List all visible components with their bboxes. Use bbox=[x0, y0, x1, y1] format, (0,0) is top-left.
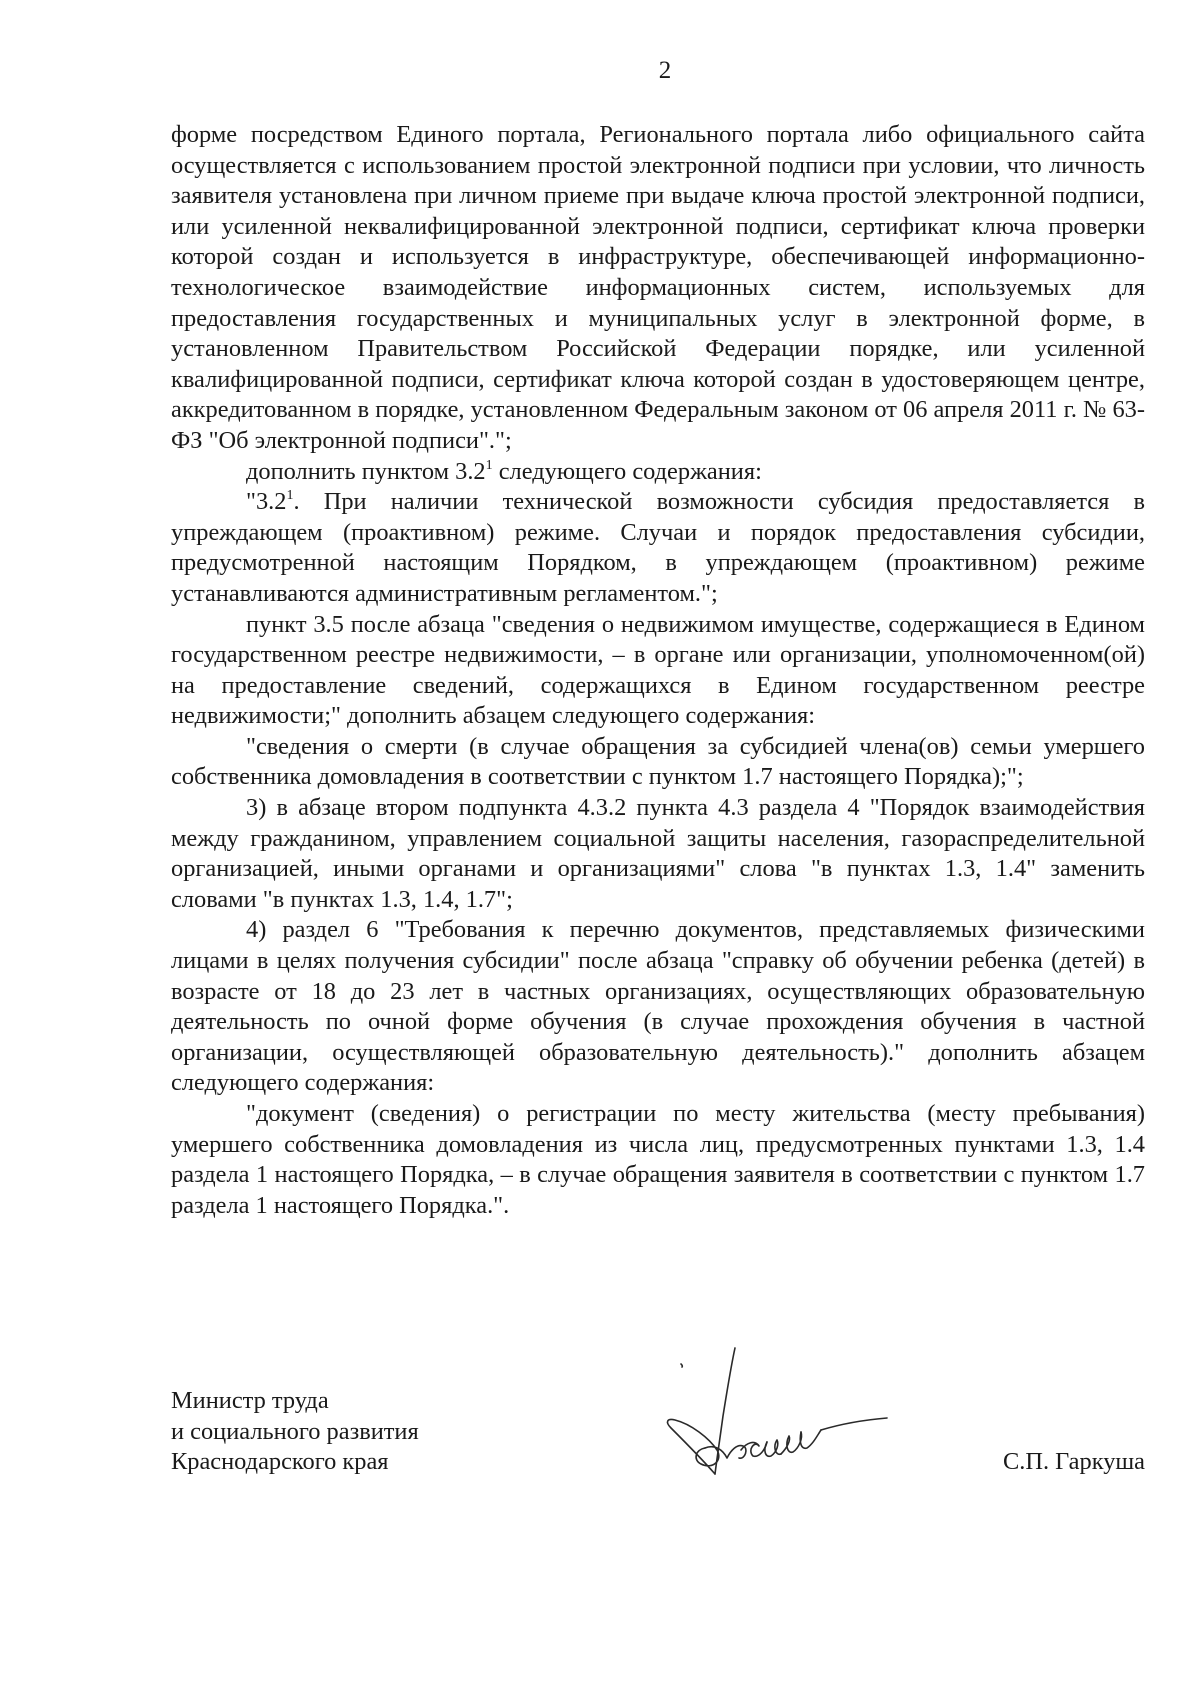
paragraph-3 bbox=[171, 487, 1145, 609]
superscript: 1 bbox=[286, 488, 294, 504]
signer-title bbox=[171, 1386, 419, 1478]
signer-title-line-3: Краснодарского края bbox=[171, 1448, 389, 1476]
signer-title-line-2: и социального развития bbox=[171, 1417, 419, 1445]
paragraph-6: 3) в абзаце втором подпункта 4.3.2 пункта 4.3 раздела 4 "Порядок взаимодействия между гражданином, управлением социальной защиты населения, газораспределительной организацией, иными органами и организациями" слова "в пунктах 1.3, 1.4" заменить словами "в пунктах 1.3, 1.4, 1.7"; bbox=[171, 794, 1145, 913]
paragraph-3-text: "3.2 bbox=[246, 488, 287, 516]
paragraph-8: "документ (сведения) о регистрации по месту жительства (месту пребывания) умершего собственника домовладения из числа лиц, предусмотренных пунктами 1.3, 1.4 раздела 1 настоящего Порядка, – в случае обращения заявителя в соответствии с пунктом 1.7 раздела 1 настоящего Порядка.". bbox=[171, 1100, 1145, 1219]
paragraph-2 bbox=[171, 457, 1145, 488]
paragraph-2-text-end: следующего содержания: bbox=[492, 457, 762, 485]
superscript: 1 bbox=[485, 457, 493, 473]
page-number: 2 bbox=[658, 57, 672, 84]
paragraph-1: форме посредством Единого портала, Регионального портала либо официального сайта осуществляется с использованием простой электронной подписи при условии, что личность заявителя установлена при личном приеме при выдаче ключа простой электронной подписи, или усиленной неквалифицированной электронной подписи, сертификат ключа проверки которой создан и используется в инфраструктуре, обеспечивающей информационно-технологическое взаимодействие информационных систем, используемых для предоставления государственных и муниципальных услуг в электронной форме, в установленном Правительством Российской Федерации порядке, или усиленной квалифицированной подписи, сертификат ключа которой создан в удостоверяющем центре, аккредитованном в порядке, установленном Федеральным законом от 06 апреля 2011 г. № 63-ФЗ "Об электронной подписи"."; bbox=[171, 121, 1145, 454]
signer-title-line-1: Министр труда bbox=[171, 1387, 329, 1414]
paragraph-7: 4) раздел 6 "Требования к перечню документов, представляемых физическими лицами в целях получения субсидии" после абзаца "справку об обучении ребенка (детей) в возрасте от 18 до 23 лет в частных организациях, осуществляющих образовательную деятельность по очной форме обучения (в случае прохождения обучения в частной организации, осуществляющей образовательную деятельность)." дополнить абзацем следующего содержания: bbox=[171, 916, 1145, 1097]
document-body bbox=[171, 120, 1145, 1221]
handwritten-signature bbox=[631, 1346, 891, 1496]
paragraph-4: пункт 3.5 после абзаца "сведения о недвижимом имуществе, содержащиеся в Едином государственном реестре недвижимости, – в органе или организации, уполномоченном(ой) на предоставление сведений, содержащихся в Едином государственном реестре недвижимости;" дополнить абзацем следующего содержания: bbox=[171, 610, 1145, 730]
paragraph-3-text-end: . При наличии технической возможности субсидия предоставляется в упреждающем (проактивном) режиме. Случаи и порядок предоставления субсидии, предусмотренной настоящим Порядком, в упреждающем (проактивном) режиме устанавливаются административным регламентом."; bbox=[171, 488, 1145, 607]
signer-name: С.П. Гаркуша bbox=[1003, 1448, 1145, 1475]
paragraph-5: "сведения о смерти (в случае обращения за субсидией члена(ов) семьи умершего собственника домовладения в соответствии с пунктом 1.7 настоящего Порядка);"; bbox=[171, 732, 1145, 791]
signature-block bbox=[171, 1386, 1145, 1506]
paragraph-2-text: дополнить пунктом 3.2 bbox=[246, 457, 486, 485]
